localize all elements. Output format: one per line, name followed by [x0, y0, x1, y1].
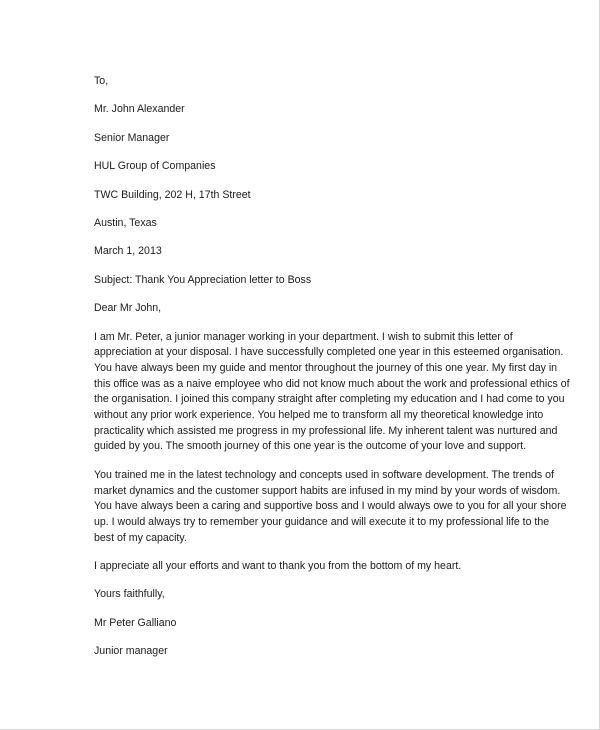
paragraph-line: practicality which assisted me progress in my professional life. My inherent talent was nurtured and [94, 424, 558, 437]
paragraph-line: You trained me in the latest technology and concepts used in software development. The trends of [94, 468, 554, 481]
paragraph-line: without any prior work experience. You helped me to transform all my theoretical knowledge into [94, 409, 544, 422]
paragraph-line: market dynamics and the customer support habits are infused in my mind by your words of wisdom. [94, 484, 561, 497]
paragraph-line: the organisation. I joined this company straight after completing my education and I had come to you [94, 393, 565, 406]
closing-line: Yours faithfully, [94, 588, 165, 601]
paragraph-1 [94, 330, 570, 456]
paragraph-line: this office was as a naive employee who did not know much about the work and professional ethics of [94, 377, 570, 390]
date-line: March 1, 2013 [94, 245, 162, 258]
signer-title: Junior manager [94, 645, 168, 658]
paragraph-line: guided by you. The smooth journey of this one year is the outcome of your love and support. [94, 440, 527, 453]
paragraph-line: You have always been a caring and supportive boss and I would always owe to you for all your shore [94, 500, 567, 513]
paragraph-line: appreciation at your disposal. I have successfully completed one year in this esteemed organisation. [94, 346, 564, 359]
address-line: TWC Building, 202 H, 17th Street [94, 188, 251, 201]
subject-line: Subject: Thank You Appreciation letter to Boss [94, 273, 312, 286]
paragraph-line: up. I would always try to remember your guidance and will execute it to my professional life to the [94, 515, 550, 528]
paragraph-line: You have always been my guide and mentor throughout the journey of this one year. My first day in [94, 361, 558, 374]
recipient-name: Mr. John Alexander [94, 103, 185, 116]
letter-body [94, 74, 570, 660]
to-line: To, [94, 75, 109, 87]
city-line: Austin, Texas [94, 216, 157, 229]
paragraph-2 [94, 468, 567, 547]
paragraph-3: I appreciate all your efforts and want to thank you from the bottom of my heart. [94, 560, 462, 573]
recipient-title: Senior Manager [94, 131, 170, 144]
salutation: Dear Mr John, [94, 302, 162, 315]
paragraph-line: I am Mr. Peter, a junior manager working in your department. I wish to submit this letter of [94, 330, 513, 343]
paragraph-line: best of my capacity. [94, 531, 187, 544]
signer-name: Mr Peter Galliano [94, 616, 177, 629]
company-name: HUL Group of Companies [94, 160, 216, 173]
